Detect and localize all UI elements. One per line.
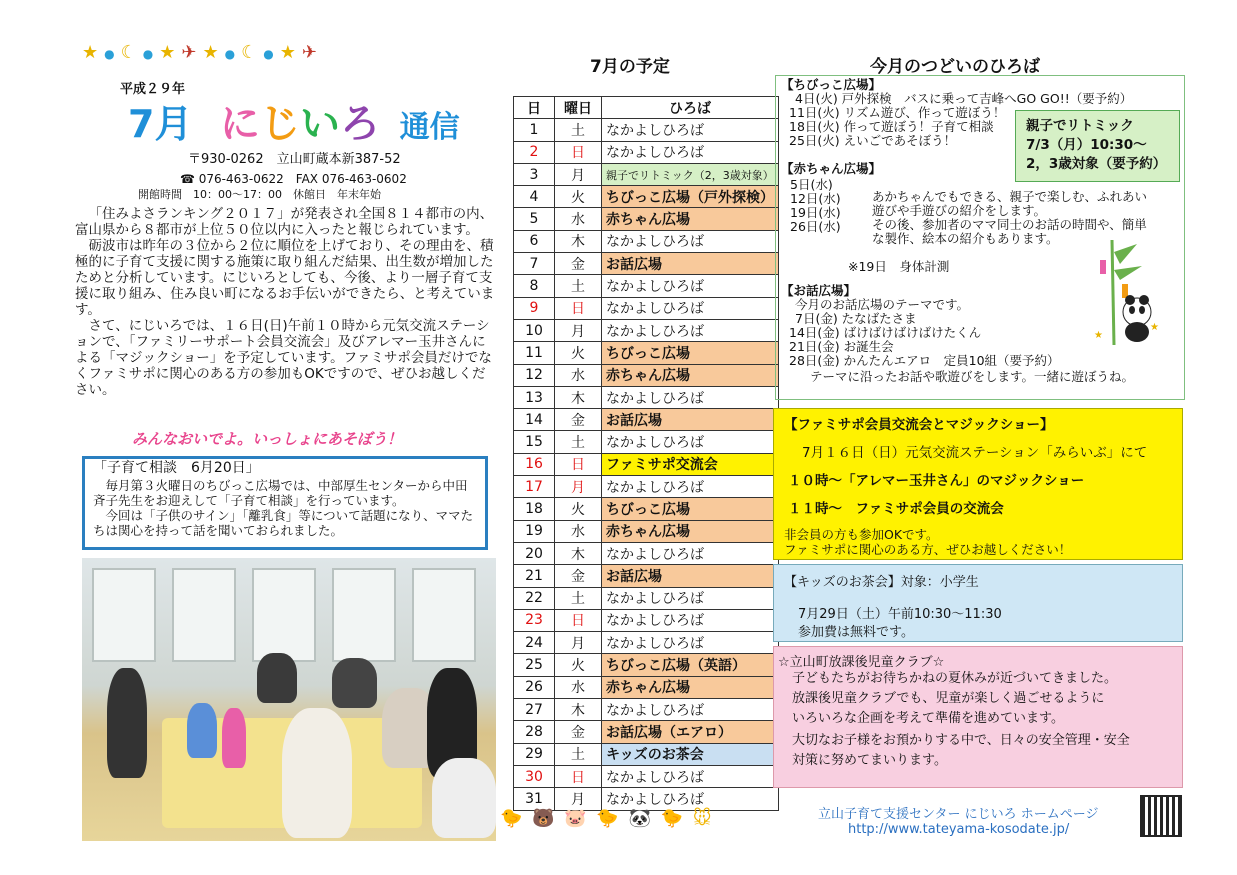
- gathering-title: 今月のつどいのひろば: [870, 57, 1040, 77]
- header-day: 日: [514, 97, 555, 119]
- schedule-event: お話広場: [602, 253, 779, 275]
- schedule-event: 赤ちゃん広場: [602, 208, 779, 230]
- schedule-event: ちびっこ広場: [602, 342, 779, 364]
- akachan-date: 26日(水): [790, 219, 841, 234]
- schedule-day: 15: [514, 431, 555, 453]
- schedule-weekday: 金: [555, 253, 602, 275]
- schedule-row: [514, 141, 779, 163]
- header-event: ひろば: [602, 97, 779, 119]
- intro-paragraph: 「住みよさランキング２０１７」が発表され全国８１４都市の内、富山県から８都市が上位５０位以内に入ったと報じられています。: [75, 206, 494, 238]
- schedule-event: なかよしひろば: [602, 609, 779, 631]
- schedule-event: お話広場: [602, 409, 779, 431]
- schedule-day: 10: [514, 319, 555, 341]
- consult-heading: 「子育て相談 6月20日」: [93, 460, 260, 476]
- svg-text:★: ★: [1094, 330, 1103, 341]
- schedule-row: [514, 119, 779, 141]
- club-line: 対策に努めてまいります。: [792, 753, 947, 768]
- schedule-day: 1: [514, 119, 555, 141]
- title-char-4: ろ: [340, 101, 381, 147]
- consult-line: 今回は「子供のサイン」「離乳食」等について話題になり、ママたちは関心を持って話を聞いておられました。: [93, 508, 474, 538]
- activity-photo: [82, 558, 496, 841]
- schedule-day: 20: [514, 542, 555, 564]
- schedule-day: 31: [514, 788, 555, 810]
- schedule-row: [514, 676, 779, 698]
- rhythmic-target: 2，3歳対象（要予約）: [1026, 156, 1167, 172]
- schedule-row: [514, 565, 779, 587]
- schedule-day: 19: [514, 520, 555, 542]
- akachan-desc: [872, 190, 1147, 246]
- schedule-row: [514, 364, 779, 386]
- club-line: 放課後児童クラブでも、児童が楽しく過ごせるように: [792, 691, 1105, 706]
- schedule-day: 25: [514, 654, 555, 676]
- schedule-day: 9: [514, 297, 555, 319]
- schedule-weekday: 水: [555, 364, 602, 386]
- intro-paragraph: さて、にじいろでは、１６日(日)午前１０時から元気交流ステーションで、「ファミリーサポート会員交流会」及びアレマー玉井さんによる「マジックショー」を予定しています。ファミサポ会員だけでなくファミサポに関心のある方の参加もOKですので、ぜひお越しください。: [75, 318, 492, 398]
- famisapo-line-1: １０時～「アレマー玉井さん」のマジックショー: [788, 473, 1085, 489]
- schedule-event: なかよしひろば: [602, 297, 779, 319]
- schedule-weekday: 水: [555, 520, 602, 542]
- svg-text:★: ★: [1150, 322, 1159, 333]
- schedule-event: なかよしひろば: [602, 632, 779, 654]
- schedule-row: [514, 275, 779, 297]
- akachan-date: 5日(水): [790, 177, 833, 192]
- animal-decoration: 🐤 🐻 🐷 🐤 🐼 🐤 🐭: [500, 808, 714, 829]
- schedule-row: [514, 208, 779, 230]
- schedule-event: なかよしひろば: [602, 431, 779, 453]
- rhythmic-date: 7/3（月）10:30～: [1026, 137, 1147, 153]
- ohanashi-line: 14日(金) ばけばけばけばけたくん: [789, 325, 982, 340]
- schedule-day: 18: [514, 498, 555, 520]
- schedule-row: [514, 498, 779, 520]
- title-char-3: い: [300, 101, 341, 147]
- schedule-day: 30: [514, 765, 555, 787]
- schedule-event: なかよしひろば: [602, 141, 779, 163]
- schedule-event: 赤ちゃん広場: [602, 520, 779, 542]
- kids-heading: 【キッズのお茶会】対象：小学生: [784, 575, 979, 590]
- schedule-row: [514, 163, 779, 185]
- ohanashi-line: 21日(金) お誕生会: [789, 339, 894, 354]
- schedule-day: 27: [514, 699, 555, 721]
- schedule-weekday: 火: [555, 186, 602, 208]
- schedule-event: 赤ちゃん広場: [602, 676, 779, 698]
- schedule-weekday: 木: [555, 699, 602, 721]
- schedule-event: ファミサポ交流会: [602, 453, 779, 475]
- schedule-row: [514, 542, 779, 564]
- schedule-event: 親子でリトミック（2，3歳対象）: [602, 163, 779, 185]
- schedule-weekday: 月: [555, 476, 602, 498]
- schedule-day: 29: [514, 743, 555, 765]
- schedule-day: 17: [514, 476, 555, 498]
- schedule-day: 13: [514, 386, 555, 408]
- consult-box: [82, 456, 488, 550]
- schedule-header-row: [514, 97, 779, 119]
- schedule-row: [514, 342, 779, 364]
- address: 〒930-0262 立山町蔵本新387-52: [188, 152, 401, 167]
- schedule-weekday: 金: [555, 409, 602, 431]
- title-month: 7月: [128, 102, 193, 146]
- chibikko-line: 11日(火) リズム遊び、作って遊ぼう！: [789, 105, 1006, 120]
- schedule-weekday: 月: [555, 163, 602, 185]
- schedule-row: [514, 297, 779, 319]
- famisapo-note-2: ファミサポに関心のある方、ぜひお越しください！: [784, 542, 1072, 557]
- consult-line: 毎月第３火曜日のちびっこ広場では、中部厚生センターから中田斉子先生をお迎えして「子育て相談」を行っています。: [93, 478, 468, 508]
- famisapo-box: [773, 408, 1183, 560]
- ohanashi-footer: テーマに沿ったお話や歌遊びをします。一緒に遊ぼうね。: [810, 369, 1135, 384]
- kids-fee: 参加費は無料です。: [798, 625, 914, 640]
- schedule-day: 24: [514, 632, 555, 654]
- club-line: 大切なお子様をお預かりする中で、日々の安全管理・安全: [792, 733, 1130, 748]
- schedule-row: [514, 453, 779, 475]
- title-tsushin: 通信: [399, 110, 460, 145]
- qr-code: [1140, 795, 1182, 837]
- schedule-event: なかよしひろば: [602, 230, 779, 252]
- slogan: みんなおいでよ。いっしょにあそぼう！: [132, 430, 403, 448]
- schedule-event: なかよしひろば: [602, 319, 779, 341]
- schedule-weekday: 土: [555, 431, 602, 453]
- schedule-event: なかよしひろば: [602, 386, 779, 408]
- schedule-event: お話広場: [602, 565, 779, 587]
- ohanashi-line: 今月のお話広場のテーマです。: [795, 297, 970, 312]
- chibikko-line: 25日(火) えいごであそぼう！: [789, 133, 957, 148]
- phone-fax: ☎ 076-463-0622 FAX 076-463-0602: [180, 172, 407, 186]
- schedule-row: [514, 699, 779, 721]
- schedule-day: 6: [514, 230, 555, 252]
- schedule-weekday: 土: [555, 119, 602, 141]
- chibikko-line: 4日(火) 戸外探検 バスに乗って吉峰へGO GO!!（要予約）: [795, 91, 1133, 106]
- schedule-weekday: 日: [555, 453, 602, 475]
- schedule-day: 4: [514, 186, 555, 208]
- schedule-row: [514, 476, 779, 498]
- schedule-day: 3: [514, 163, 555, 185]
- schedule-weekday: 日: [555, 765, 602, 787]
- kids-tea-box: [773, 564, 1183, 642]
- akachan-date: 12日(水): [790, 191, 841, 206]
- schedule-day: 12: [514, 364, 555, 386]
- akachan-dates: [790, 178, 850, 234]
- schedule-event: なかよしひろば: [602, 587, 779, 609]
- schedule-event: ちびっこ広場（戸外探検）: [602, 186, 779, 208]
- homepage-url[interactable]: http://www.tateyama-kosodate.jp/: [848, 822, 1070, 837]
- schedule-day: 21: [514, 565, 555, 587]
- schedule-day: 28: [514, 721, 555, 743]
- intro-paragraph: 砺波市は昨年の３位から２位に順位を上げており、その理由を、積極的に子育て支援に関する施策に取り組んだ結果、出生数が増加したためと分析しています。にじいろとしても、今後、より一層子育て支援に取り組み、住み良い町になるお手伝いができたら、と考えています。: [75, 238, 495, 318]
- schedule-row: [514, 409, 779, 431]
- schedule-event: ちびっこ広場: [602, 498, 779, 520]
- schedule-event: なかよしひろば: [602, 476, 779, 498]
- schedule-weekday: 水: [555, 208, 602, 230]
- schedule-row: [514, 609, 779, 631]
- schedule-weekday: 水: [555, 676, 602, 698]
- kids-date: 7月29日（土）午前10:30～11:30: [798, 607, 1002, 622]
- schedule-weekday: 木: [555, 386, 602, 408]
- akachan-heading: 【赤ちゃん広場】: [781, 161, 882, 176]
- schedule-row: [514, 788, 779, 810]
- schedule-weekday: 木: [555, 542, 602, 564]
- schedule-day: 23: [514, 609, 555, 631]
- schedule-day: 14: [514, 409, 555, 431]
- intro-text: [75, 206, 495, 398]
- schedule-weekday: 月: [555, 319, 602, 341]
- chibikko-line: 18日(火) 作って遊ぼう！子育て相談: [789, 119, 994, 134]
- schedule-row: [514, 743, 779, 765]
- after-school-club-box: [773, 646, 1183, 788]
- schedule-table: [513, 96, 779, 811]
- header-weekday: 曜日: [555, 97, 602, 119]
- akachan-date: 19日(水): [790, 205, 841, 220]
- schedule-day: 7: [514, 253, 555, 275]
- schedule-day: 26: [514, 676, 555, 698]
- akachan-desc-line: 遊びや手遊びの紹介をします。: [872, 203, 1047, 218]
- schedule-weekday: 月: [555, 632, 602, 654]
- schedule-row: [514, 587, 779, 609]
- schedule-weekday: 日: [555, 297, 602, 319]
- schedule-row: [514, 632, 779, 654]
- newsletter-title: [128, 92, 460, 147]
- schedule-day: 16: [514, 453, 555, 475]
- schedule-row: [514, 721, 779, 743]
- rhythmic-box: [1015, 110, 1180, 182]
- akachan-desc-line: あかちゃんでもできる、親子で楽しむ、ふれあい: [872, 189, 1148, 204]
- schedule-row: [514, 765, 779, 787]
- ohanashi-line: 7日(金) たなばたさま: [795, 311, 917, 326]
- schedule-event: ちびっこ広場（英語）: [602, 654, 779, 676]
- schedule-day: 11: [514, 342, 555, 364]
- schedule-event: なかよしひろば: [602, 275, 779, 297]
- famisapo-date: 7月１６日（日）元気交流ステーション「みらいぶ」にて: [802, 445, 1148, 461]
- schedule-row: [514, 520, 779, 542]
- panda-tanabata-illustration: [1092, 240, 1162, 345]
- title-char-2: じ: [260, 101, 301, 147]
- famisapo-note-1: 非会員の方も参加OKです。: [784, 527, 939, 542]
- schedule-event: 赤ちゃん広場: [602, 364, 779, 386]
- chibikko-heading: 【ちびっこ広場】: [781, 77, 882, 92]
- akachan-desc-line: その後、参加者のママ同士のお話の時間や、簡単: [872, 217, 1147, 232]
- schedule-weekday: 木: [555, 230, 602, 252]
- schedule-weekday: 日: [555, 141, 602, 163]
- schedule-event: なかよしひろば: [602, 788, 779, 810]
- schedule-row: [514, 319, 779, 341]
- era-label: 平成２９年: [120, 82, 186, 97]
- schedule-row: [514, 431, 779, 453]
- schedule-weekday: 土: [555, 275, 602, 297]
- schedule-day: 22: [514, 587, 555, 609]
- akachan-desc-line: な製作、絵本の紹介もあります。: [872, 231, 1059, 246]
- schedule-row: [514, 654, 779, 676]
- opening-hours: 開館時間 10：00～17：00 休館日 年末年始: [138, 188, 381, 201]
- schedule-day: 2: [514, 141, 555, 163]
- schedule-event: お話広場（エアロ）: [602, 721, 779, 743]
- schedule-event: なかよしひろば: [602, 765, 779, 787]
- schedule-event: キッズのお茶会: [602, 743, 779, 765]
- famisapo-heading: 【ファミサポ会員交流会とマジックショー】: [784, 417, 1054, 433]
- rhythmic-title: 親子でリトミック: [1026, 118, 1134, 134]
- homepage-name: 立山子育て支援センター にじいろ ホームページ: [818, 807, 1099, 822]
- schedule-weekday: 火: [555, 342, 602, 364]
- schedule-weekday: 日: [555, 609, 602, 631]
- club-line: 子どもたちがお待ちかねの夏休みが近づいてきました。: [792, 671, 1118, 686]
- schedule-weekday: 土: [555, 587, 602, 609]
- schedule-weekday: 金: [555, 565, 602, 587]
- schedule-row: [514, 186, 779, 208]
- akachan-section: [781, 162, 881, 176]
- ohanashi-heading: 【お話広場】: [781, 283, 857, 298]
- club-heading: ☆立山町放課後児童クラブ☆: [778, 655, 945, 670]
- title-char-1: に: [220, 101, 261, 147]
- ohanashi-section: [781, 284, 1060, 368]
- schedule-event: なかよしひろば: [602, 119, 779, 141]
- schedule-day: 5: [514, 208, 555, 230]
- schedule-event: なかよしひろば: [602, 542, 779, 564]
- schedule-weekday: 火: [555, 654, 602, 676]
- schedule-event: なかよしひろば: [602, 699, 779, 721]
- star-decoration: ★●☾●★✈★●☾●★✈: [82, 42, 323, 63]
- schedule-row: [514, 230, 779, 252]
- schedule-day: 8: [514, 275, 555, 297]
- schedule-title: 7月の予定: [590, 57, 670, 77]
- schedule-row: [514, 253, 779, 275]
- famisapo-line-2: １１時～ ファミサポ会員の交流会: [788, 501, 1004, 517]
- schedule-weekday: 月: [555, 788, 602, 810]
- ohanashi-line: 28日(金) かんたんエアロ 定員10組（要予約）: [789, 353, 1060, 368]
- akachan-note: ※19日 身体計測: [848, 259, 950, 274]
- schedule-row: [514, 386, 779, 408]
- club-line: いろいろな企画を考えて準備を進めています。: [792, 711, 1064, 726]
- schedule-weekday: 火: [555, 498, 602, 520]
- schedule-weekday: 土: [555, 743, 602, 765]
- schedule-weekday: 金: [555, 721, 602, 743]
